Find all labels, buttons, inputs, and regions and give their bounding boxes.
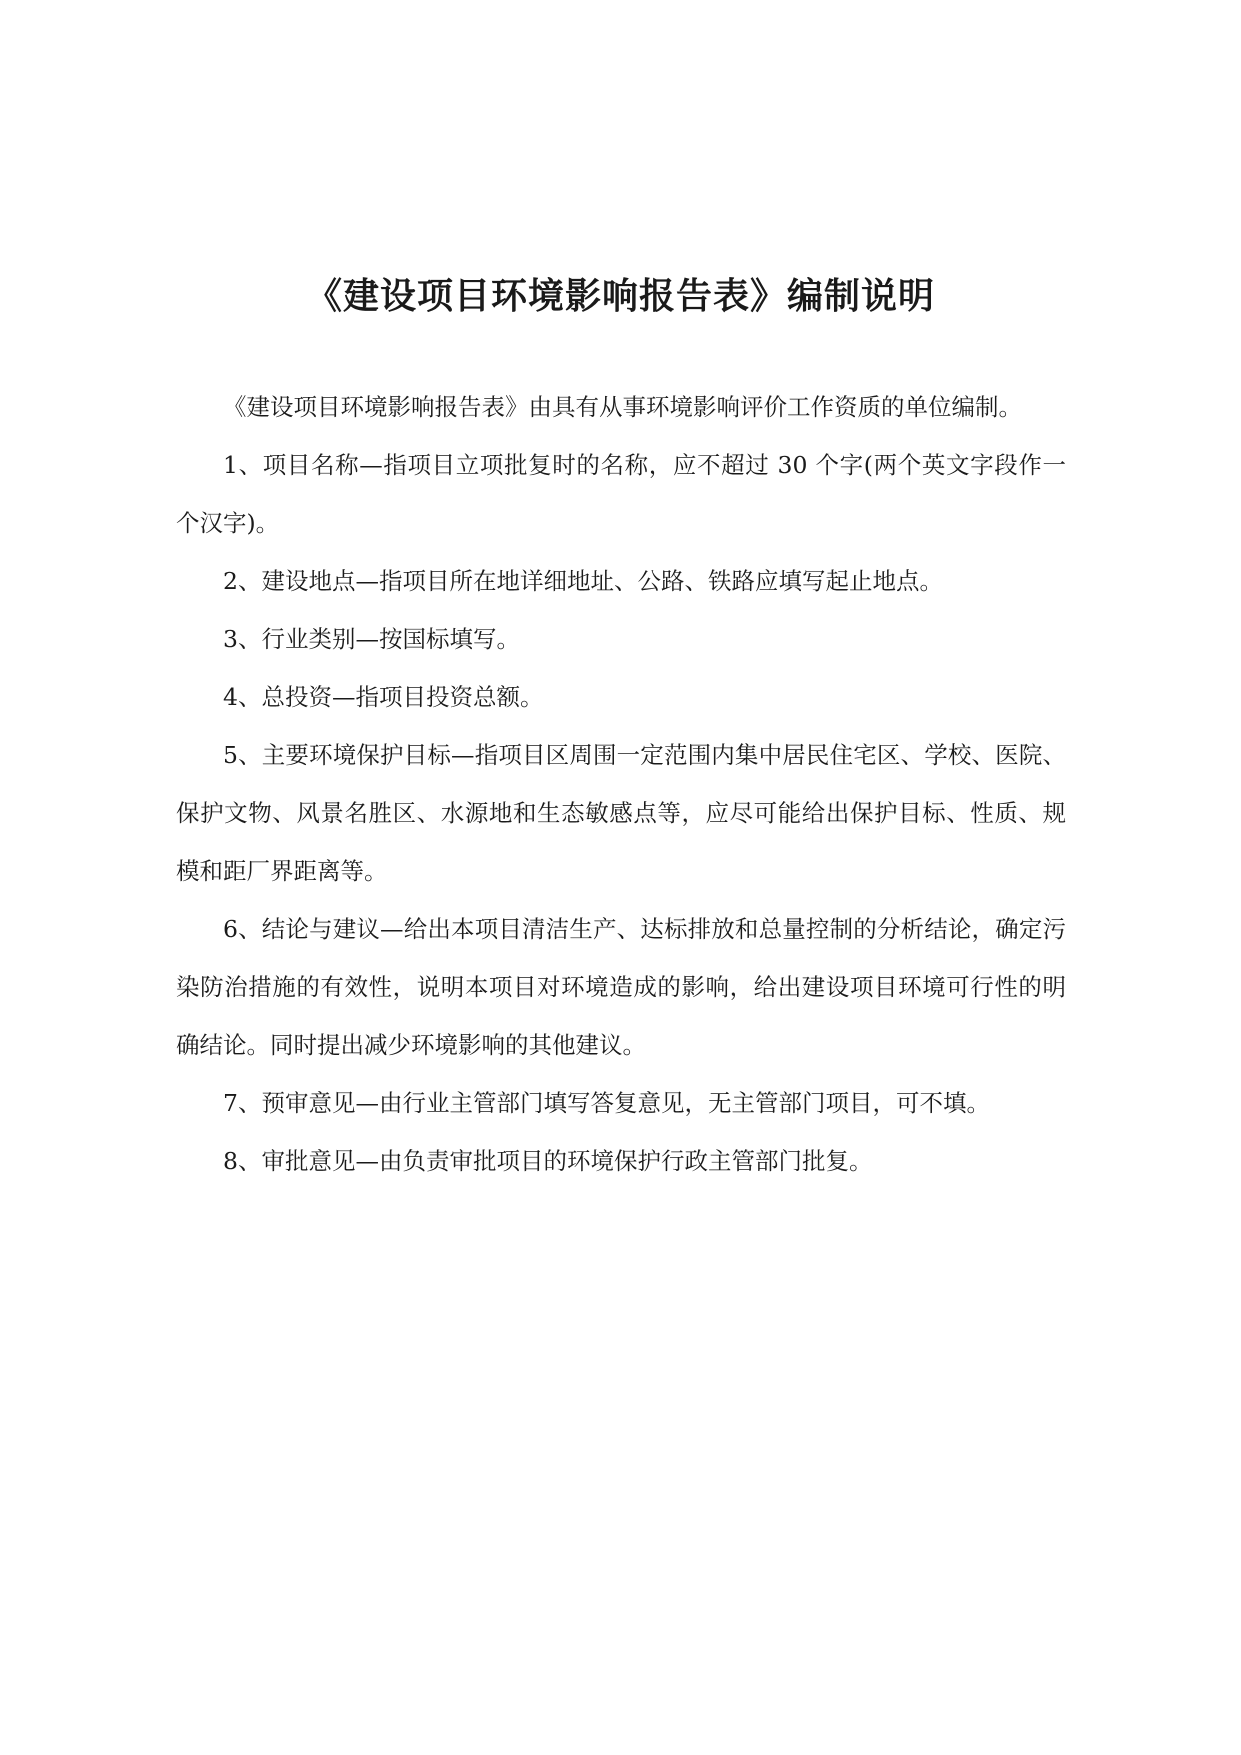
paragraph-item-5: 5、主要环境保护目标—指项目区周围一定范围内集中居民住宅区、学校、医院、保护文物、风景名胜区、水源地和生态敏感点等，应尽可能给出保护目标、性质、规模和距厂界距离等。 xyxy=(176,741,1066,885)
paragraph-item-1: 1、项目名称—指项目立项批复时的名称，应不超过 30 个字(两个英文字段作一个汉字)。 xyxy=(176,451,1066,537)
paragraph-item-2: 2、建设地点—指项目所在地详细地址、公路、铁路应填写起止地点。 xyxy=(223,567,943,595)
document-title: 《建设项目环境影响报告表》编制说明 xyxy=(305,275,935,317)
paragraph-item-4: 4、总投资—指项目投资总额。 xyxy=(223,683,544,711)
paragraph-item-7: 7、预审意见—由行业主管部门填写答复意见，无主管部门项目，可不填。 xyxy=(223,1089,990,1117)
paragraph-item-3: 3、行业类别—按国标填写。 xyxy=(223,625,520,653)
paragraph-intro: 《建设项目环境影响报告表》由具有从事环境影响评价工作资质的单位编制。 xyxy=(223,393,1022,421)
paragraph-item-6: 6、结论与建议—给出本项目清洁生产、达标排放和总量控制的分析结论，确定污染防治措施的有效性，说明本项目对环境造成的影响，给出建设项目环境可行性的明确结论。同时提出减少环境影响的其他建议。 xyxy=(176,915,1066,1059)
paragraph-item-8: 8、审批意见—由负责审批项目的环境保护行政主管部门批复。 xyxy=(223,1147,873,1175)
document-body xyxy=(176,378,1066,1190)
